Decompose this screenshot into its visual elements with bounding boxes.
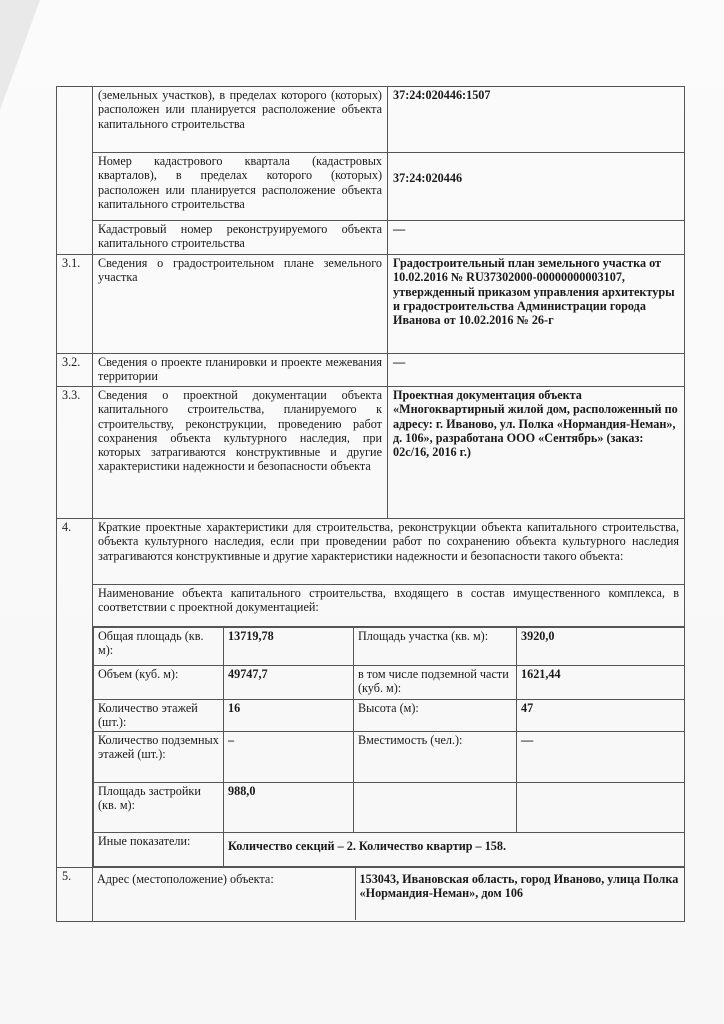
char-label: Вместимость (чел.): [354,732,517,783]
permit-table [56,86,685,922]
address-table [93,868,685,920]
characteristics-table [93,627,685,867]
char-label: Общая площадь (кв. м): [94,628,224,666]
row-value: — [388,221,685,255]
table-row [94,628,685,666]
char-value: – [224,732,354,783]
table-row [94,666,685,700]
table-row [57,387,685,519]
object-name-label: Наименование объекта капитального строительства, входящего в состав имущественного комплекса, в соответствии с проектной документацией: [93,585,685,627]
row-label: Сведения о градостроительном плане земельного участка [93,255,388,354]
row-number: 5. [57,868,93,922]
row-value: 37:24:020446 [388,153,685,221]
char-value: 16 [224,700,354,732]
row-label: (земельных участков), в пределах которого (которых) расположен или планируется расположение объекта капитального строительства [93,87,388,153]
char-value: 3920,0 [517,628,685,666]
row-number: 3.1. [57,255,93,354]
row-number [57,87,93,255]
row-value: — [388,354,685,387]
other-value: Количество секций – 2. Количество квартир – 158. [224,833,685,867]
char-label: Площадь застройки (кв. м): [94,783,224,833]
table-row [94,732,685,783]
table-row [94,783,685,833]
address-label: Адрес (местоположение) объекта: [93,868,355,920]
table-row [57,255,685,354]
row-number: 4. [57,519,93,868]
row-label: Кадастровый номер реконструируемого объекта капитального строительства [93,221,388,255]
row-label: Сведения о проекте планировки и проекте межевания территории [93,354,388,387]
table-row [57,868,685,922]
char-value: — [517,732,685,783]
table-row [57,221,685,255]
char-value: 988,0 [224,783,354,833]
table-row [57,519,685,585]
char-label [354,783,517,833]
table-row [57,585,685,627]
row-value: 37:24:020446:1507 [388,87,685,153]
table-row [57,627,685,868]
address-cell [93,868,685,922]
row-number: 3.2. [57,354,93,387]
other-label: Иные показатели: [94,833,224,867]
row-number: 3.3. [57,387,93,519]
characteristics-cell [93,627,685,868]
char-value: 1621,44 [517,666,685,700]
row-value: Проектная документация объекта «Многоквартирный жилой дом, расположенный по адресу: г. Иваново, ул. Полка «Нормандия-Неман», д. 106», разработана ООО «Сентябрь» (заказ: 02с/16, 2016 г.) [388,387,685,519]
page-fold-corner [0,0,40,110]
char-label: Объем (куб. м): [94,666,224,700]
section4-title: Краткие проектные характеристики для строительства, реконструкции объекта капитального строительства, объекта культурного наследия, если при проведении работ по сохранению объекта культурного наследия затрагиваются конструктивные и другие характеристики надежности и безопасности такого объекта: [93,519,685,585]
char-label: Количество этажей (шт.): [94,700,224,732]
table-row [57,153,685,221]
char-label: в том числе подземной части (куб. м): [354,666,517,700]
char-label: Площадь участка (кв. м): [354,628,517,666]
table-row [94,833,685,867]
table-row [57,87,685,153]
char-value: 47 [517,700,685,732]
char-label: Высота (м): [354,700,517,732]
char-value [517,783,685,833]
char-value: 13719,78 [224,628,354,666]
row-label: Сведения о проектной документации объекта капитального строительства, планируемого к строительству, реконструкции, проведению работ сохранения объекта культурного наследия, при которых затрагиваются конструктивные и другие характеристики надежности и безопасности объекта [93,387,388,519]
row-value: Градостроительный план земельного участка от 10.02.2016 № RU37302000-00000000003107, утвержденный приказом управления архитектуры и градостроительства Администрации города Иванова от 10.02.2016 № 26-г [388,255,685,354]
address-value: 153043, Ивановская область, город Иваново, улица Полка «Нормандия-Неман», дом 106 [359,872,679,901]
char-value: 49747,7 [224,666,354,700]
table-row [94,700,685,732]
table-row [57,354,685,387]
row-label: Номер кадастрового квартала (кадастровых кварталов), в пределах которого (которых) расположен или планируется расположение объекта капитального строительства [93,153,388,221]
char-label: Количество подземных этажей (шт.): [94,732,224,783]
